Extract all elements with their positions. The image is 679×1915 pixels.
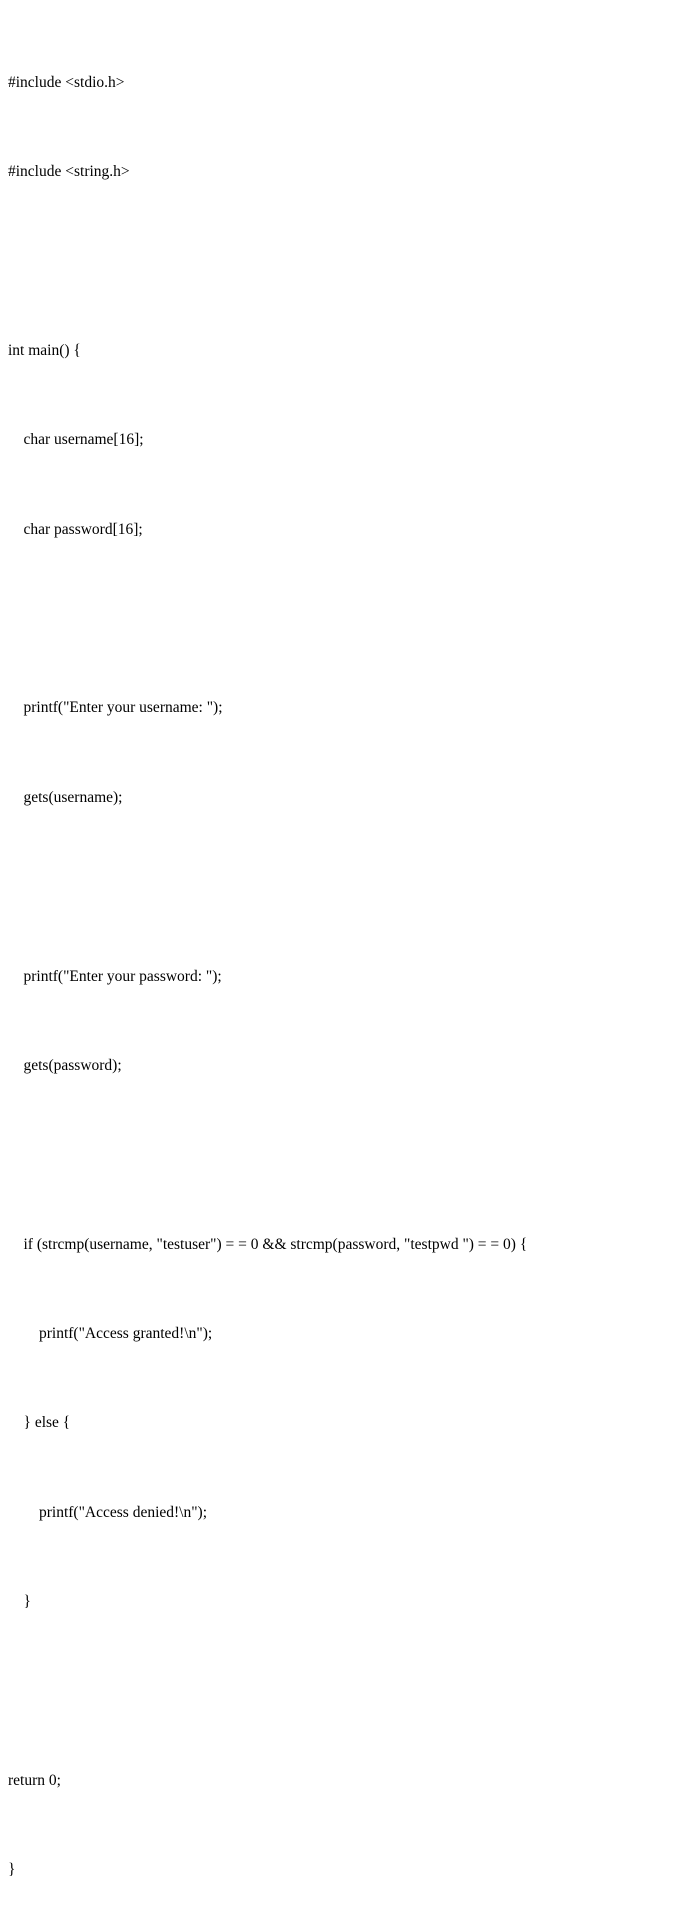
- code-line: return 0;: [8, 1772, 61, 1790]
- code-line-blank: [8, 604, 679, 634]
- code-line: #include <string.h>: [8, 162, 130, 180]
- code-line: gets(password);: [8, 1056, 122, 1074]
- code-line-blank: [8, 246, 679, 276]
- code-line: }: [8, 1593, 31, 1611]
- code-line-blank: [8, 872, 679, 902]
- code-line: printf("Access granted!\n");: [8, 1325, 213, 1343]
- code-line: if (strcmp(username, "testuser") = = 0 && strcmp(password, "testpwd ") = = 0) {: [8, 1235, 528, 1253]
- code-line-blank: [8, 1140, 679, 1170]
- code-line: #include <stdio.h>: [8, 73, 125, 91]
- code-line: printf("Enter your username: ");: [8, 699, 223, 717]
- code-line: printf("Access denied!\n");: [8, 1503, 208, 1521]
- code-line: int main() {: [8, 341, 81, 359]
- code-line-blank: [8, 1677, 679, 1707]
- code-line: }: [8, 1861, 16, 1879]
- code-line: char username[16];: [8, 431, 144, 449]
- code-line: gets(username);: [8, 788, 123, 806]
- code-line: printf("Enter your password: ");: [8, 967, 222, 985]
- code-line: } else {: [8, 1414, 71, 1432]
- code-line: char password[16];: [8, 520, 143, 538]
